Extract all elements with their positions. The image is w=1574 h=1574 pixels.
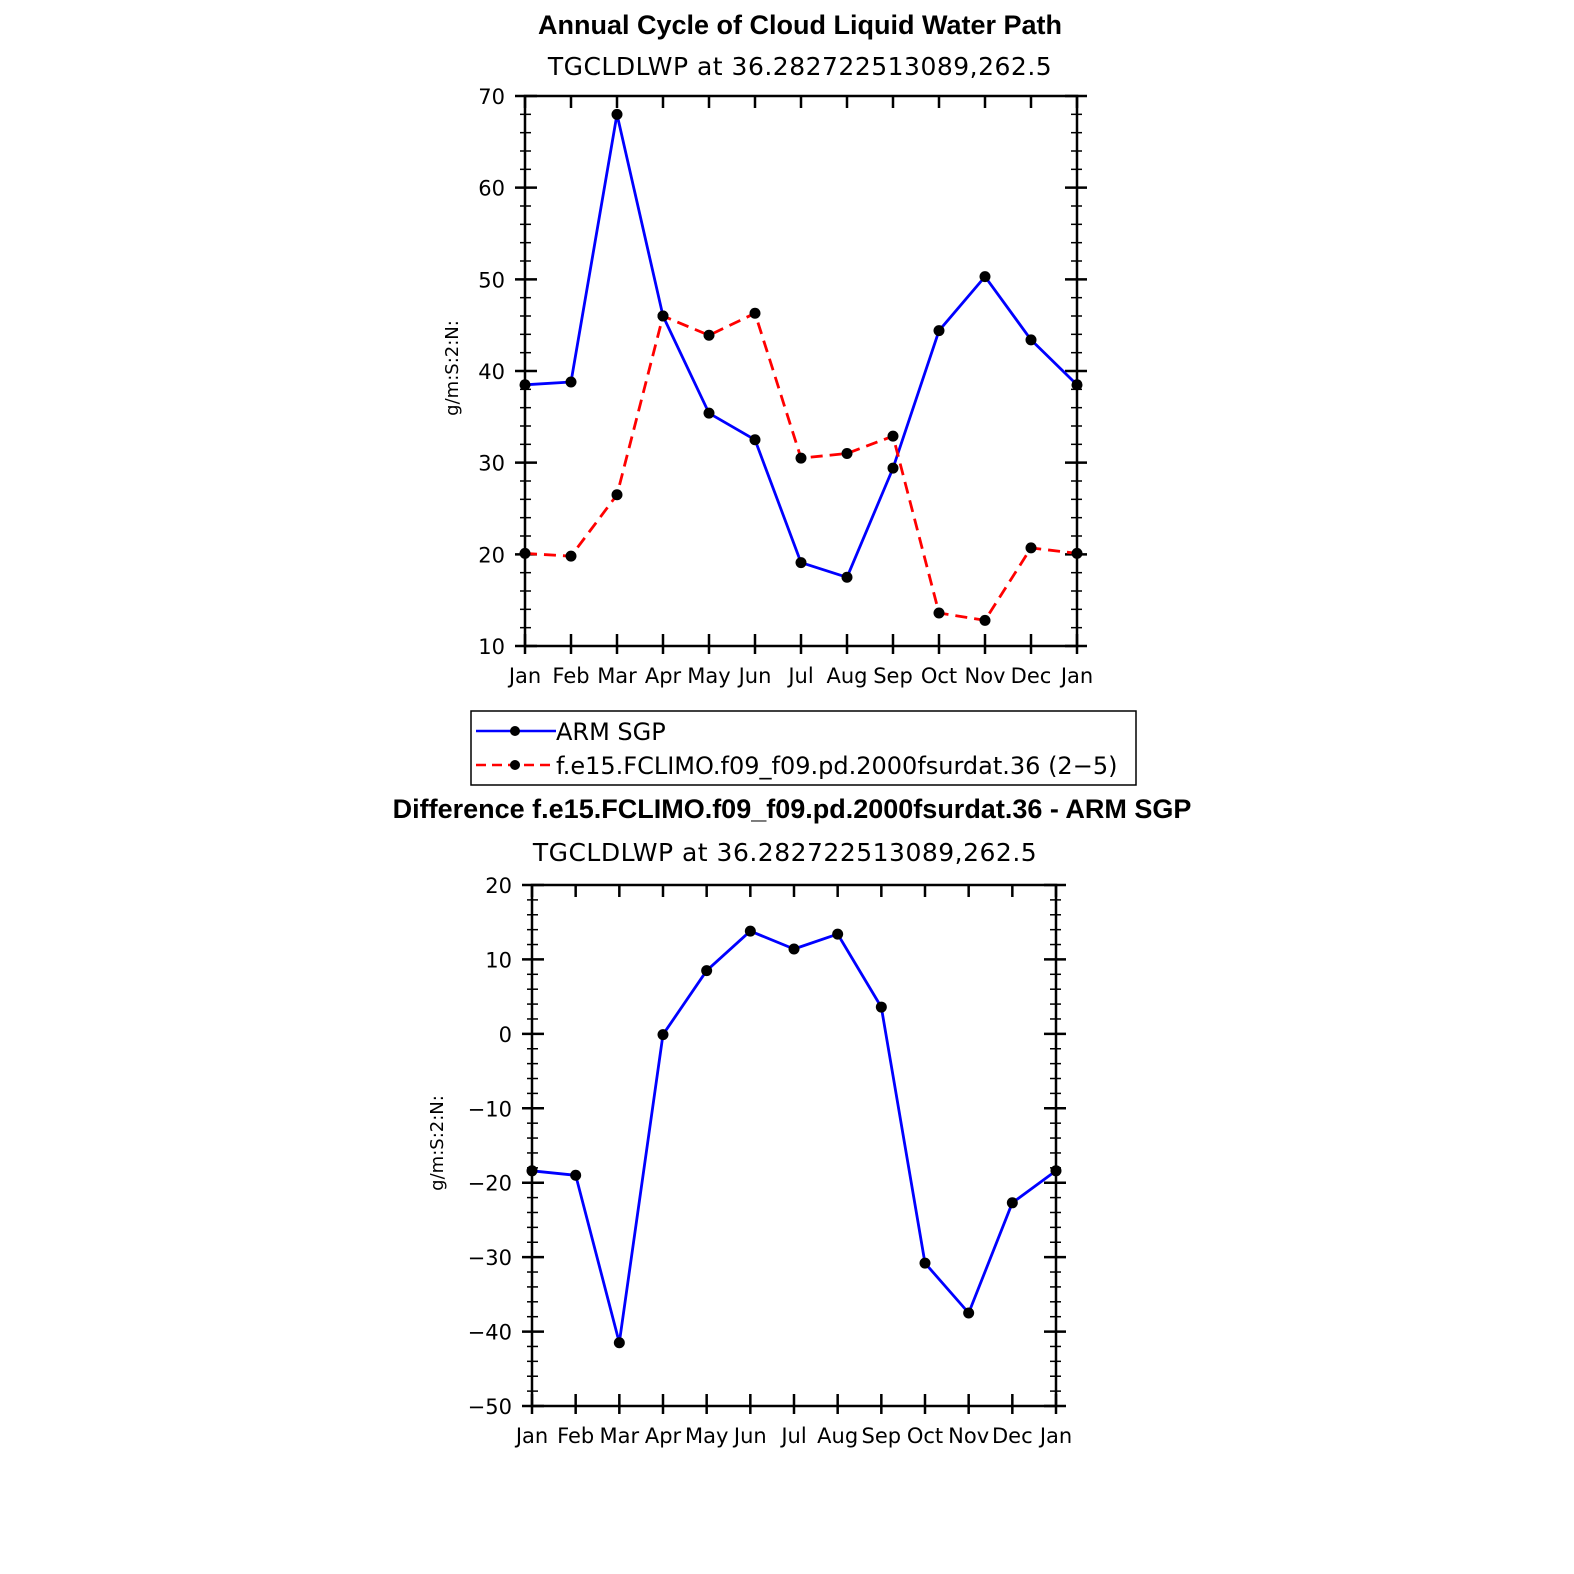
x-tick-label: Mar [599,1424,640,1448]
y-tick-label: −50 [467,1395,512,1419]
legend-label-model: f.e15.FCLIMO.f09_f09.pd.2000fsurdat.36 (2−5) [556,752,1118,780]
x-tick-label: Jan [1039,1424,1073,1448]
legend [471,711,1136,785]
chart-title: Annual Cycle of Cloud Liquid Water Path [537,10,1063,40]
y-tick-label: 60 [478,176,505,201]
y-tick-label: 20 [485,874,512,898]
y-tick-label: 50 [478,268,505,293]
x-tick-label: Apr [644,1424,682,1448]
data-point-series-0 [1051,1165,1062,1176]
data-point-series-0 [614,1337,625,1348]
x-tick-label: Jul [781,1424,807,1448]
data-point-series-0 [1072,379,1083,390]
x-tick-label: Nov [964,664,1006,688]
x-tick-label: Jan [508,664,542,688]
x-tick-label: May [684,1424,729,1448]
data-point-series-1 [1072,548,1083,559]
y-axis-label: g/m:S:2:N: [427,1095,448,1191]
data-point-series-1 [612,489,623,500]
data-point-series-0 [980,271,991,282]
x-tick-label: Nov [948,1424,990,1448]
data-point-series-0 [566,377,577,388]
data-point-series-0 [842,572,853,583]
data-point-series-1 [934,608,945,619]
y-tick-label: 70 [478,85,505,109]
data-point-series-0 [704,408,715,419]
data-point-series-0 [934,325,945,336]
data-point-series-0 [888,463,899,474]
data-point-series-1 [566,551,577,562]
x-tick-label: Jan [515,1424,549,1448]
x-tick-label: Feb [557,1424,595,1448]
x-tick-label: Aug [817,1424,859,1448]
x-tick-label: Jan [1060,664,1094,688]
data-point-series-0 [920,1258,931,1269]
data-point-series-1 [796,453,807,464]
y-tick-label: 0 [498,1022,512,1047]
data-point-series-1 [658,311,669,322]
x-tick-label: Dec [1010,664,1052,688]
y-tick-label: −10 [467,1097,512,1122]
data-point-series-0 [745,926,756,937]
data-point-series-0 [612,109,623,120]
series-layer [527,926,1062,1349]
data-point-series-1 [704,330,715,341]
data-point-series-0 [750,434,761,445]
y-tick-label: 40 [478,360,505,384]
y-tick-label: −20 [467,1171,512,1196]
chart-title: Difference f.e15.FCLIMO.f09_f09.pd.2000fsurdat.36 - ARM SGP [392,794,1192,824]
data-point-series-1 [888,431,899,442]
legend-marker-arm-sgp [510,726,520,736]
legend-label-arm-sgp: ARM SGP [556,718,666,746]
series-layer [520,109,1083,626]
panel-difference [393,794,1192,1448]
data-point-series-0 [1007,1197,1018,1208]
plot-frame [532,885,1056,1406]
data-point-series-0 [789,944,800,955]
x-tick-label: Jun [738,664,772,688]
data-point-series-0 [796,557,807,568]
data-point-series-0 [876,1002,887,1013]
y-tick-label: 20 [478,543,505,568]
y-tick-label: 30 [478,451,505,476]
x-tick-label: Aug [826,664,868,688]
x-tick-label: Jun [733,1424,767,1448]
data-point-series-0 [520,379,531,390]
x-tick-label: Jul [788,664,814,688]
y-tick-label: −40 [467,1320,512,1345]
series-line-1 [525,313,1077,620]
data-point-series-0 [963,1307,974,1318]
data-point-series-1 [520,548,531,559]
data-point-series-0 [570,1170,581,1181]
data-point-series-1 [980,615,991,626]
x-tick-label: Oct [906,1424,944,1448]
axis-ticks [468,874,1073,1448]
x-tick-label: Sep [861,1424,902,1448]
data-point-series-1 [1026,542,1037,553]
data-point-series-0 [1026,334,1037,345]
x-tick-label: Mar [597,664,637,688]
data-point-series-0 [527,1165,538,1176]
data-point-series-0 [832,929,843,940]
series-line-0 [532,931,1056,1343]
x-tick-label: Dec [992,1424,1033,1448]
x-tick-label: Sep [873,664,913,688]
y-tick-label: −30 [467,1246,512,1271]
y-tick-label: 10 [478,635,505,659]
x-tick-label: Apr [644,664,682,688]
chart-subtitle: TGCLDLWP at 36.282722513089,262.5 [547,52,1053,81]
data-point-series-0 [701,965,712,976]
panel-annual-cycle [442,10,1136,785]
y-tick-label: 10 [485,948,512,973]
x-tick-label: May [687,664,731,688]
y-axis-label: g/m:S:2:N: [442,320,463,416]
x-tick-label: Feb [552,664,590,688]
data-point-series-1 [842,448,853,459]
data-point-series-1 [750,308,761,319]
data-point-series-0 [658,1029,669,1040]
x-tick-label: Oct [920,664,958,688]
legend-marker-model [510,760,520,770]
chart-subtitle: TGCLDLWP at 36.282722513089,262.5 [532,838,1038,867]
